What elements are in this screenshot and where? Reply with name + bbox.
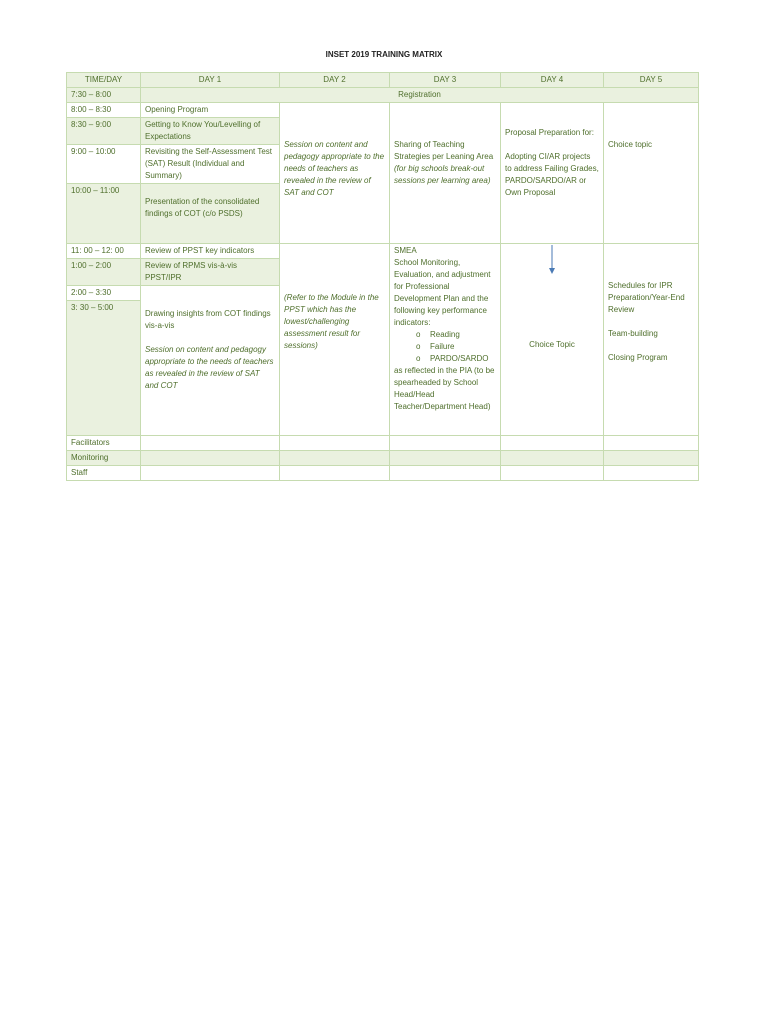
day5-schedule-cell [604,244,699,436]
day3-smea-end: as reflected in the PIA (to be spearheaded by School Head/Head Teacher/Department Head) [394,366,495,411]
time-cell: 11: 00 – 12: 00 [67,244,141,259]
day4-proposal-title: Proposal Preparation for: [505,128,594,137]
registration-cell: Registration [141,88,699,103]
time-cell: 8:30 – 9:00 [67,118,141,145]
time-cell: 3: 30 – 5:00 [67,301,141,436]
day3-sharing-note: (for big schools break-out sessions per learning area) [394,164,491,185]
row-review-ppst [67,244,699,259]
document-title: INSET 2019 TRAINING MATRIX [325,50,443,59]
day5-choice-cell [604,103,699,244]
footer-row-facilitators [67,436,699,451]
footer-cell [280,436,390,451]
footer-cell [141,436,280,451]
indicator-item: o Reading [416,329,496,341]
footer-cell [501,466,604,481]
footer-cell [604,466,699,481]
day1-revisiting-sat: Revisiting the Self-Assessment Test (SAT) Result (Individual and Summary) [141,145,280,184]
day2-session-text: Session on content and pedagogy appropriate to the needs of teachers as revealed in the review of SAT and COT [284,140,385,197]
footer-cell [604,436,699,451]
header-day-1: DAY 1 [141,73,280,88]
time-cell: 9:00 – 10:00 [67,145,141,184]
row-registration [67,88,699,103]
header-day-2: DAY 2 [280,73,390,88]
day4-proposal-cell [501,103,604,244]
day5-choice-topic: Choice topic [608,140,653,149]
arrow-down-icon [547,245,557,275]
day3-smea-desc: School Monitoring, Evaluation, and adjustment for Professional Development Plan and the following key performance indicators: [394,258,491,327]
footer-label: Staff [67,466,141,481]
day3-smea-cell [390,244,501,436]
footer-cell [141,451,280,466]
footer-cell [390,436,501,451]
day3-sharing-cell [390,103,501,244]
day2-session-cell [280,103,390,244]
time-cell: 2:00 – 3:30 [67,286,141,301]
indicator-item: o Failure [416,341,496,353]
footer-row-staff [67,466,699,481]
time-cell: 8:00 – 8:30 [67,103,141,118]
footer-row-monitoring [67,451,699,466]
day5-schedules: Schedules for IPR Preparation/Year-End Review [608,281,685,314]
time-cell: 7:30 – 8:00 [67,88,141,103]
footer-cell [280,451,390,466]
footer-cell [141,466,280,481]
time-cell: 10:00 – 11:00 [67,184,141,244]
day1-drawing-cell [141,286,280,436]
day1-presentation-cot: Presentation of the consolidated findings of COT (c/o PSDS) [141,184,280,244]
day1-review-ppst: Review of PPST key indicators [141,244,280,259]
day1-getting-to-know: Getting to Know You/Levelling of Expectations [141,118,280,145]
header-day-3: DAY 3 [390,73,501,88]
indicator-item: o PARDO/SARDO [416,353,496,365]
day1-review-rpms: Review of RPMS vis-à-vis PPST/IPR [141,259,280,286]
day4-proposal-desc: Adopting CI/AR projects to address Failing Grades, PARDO/SARDO/AR or Own Proposal [505,152,599,197]
footer-cell [390,466,501,481]
header-row [67,73,699,88]
header-time-day: TIME/DAY [67,73,141,88]
day2-refer-text: (Refer to the Module in the PPST which has the lowest/challenging assessment result for sessions) [284,293,379,350]
day1-session-text: Session on content and pedagogy appropriate to the needs of teachers as revealed in the review of SAT and COT [145,345,274,390]
header-day-5: DAY 5 [604,73,699,88]
day1-drawing-insights: Drawing insights from COT findings vis-a-vis [145,309,271,330]
footer-label: Facilitators [67,436,141,451]
day5-team-building: Team-building [608,329,658,338]
day2-refer-cell [280,244,390,436]
footer-cell [390,451,501,466]
footer-cell [501,436,604,451]
day3-sharing-text: Sharing of Teaching Strategies per Leaning Area [394,140,494,161]
day1-opening-program: Opening Program [141,103,280,118]
footer-cell [501,451,604,466]
day3-indicator-list [394,329,496,365]
day3-smea-title: SMEA [394,246,417,255]
row-opening [67,103,699,118]
day4-choice-topic: Choice Topic [529,340,575,349]
footer-cell [604,451,699,466]
day5-closing-program: Closing Program [608,353,668,362]
footer-label: Monitoring [67,451,141,466]
header-day-4: DAY 4 [501,73,604,88]
training-matrix-table [66,72,699,481]
day4-choice-cell [501,244,604,436]
footer-cell [280,466,390,481]
time-cell: 1:00 – 2:00 [67,259,141,286]
